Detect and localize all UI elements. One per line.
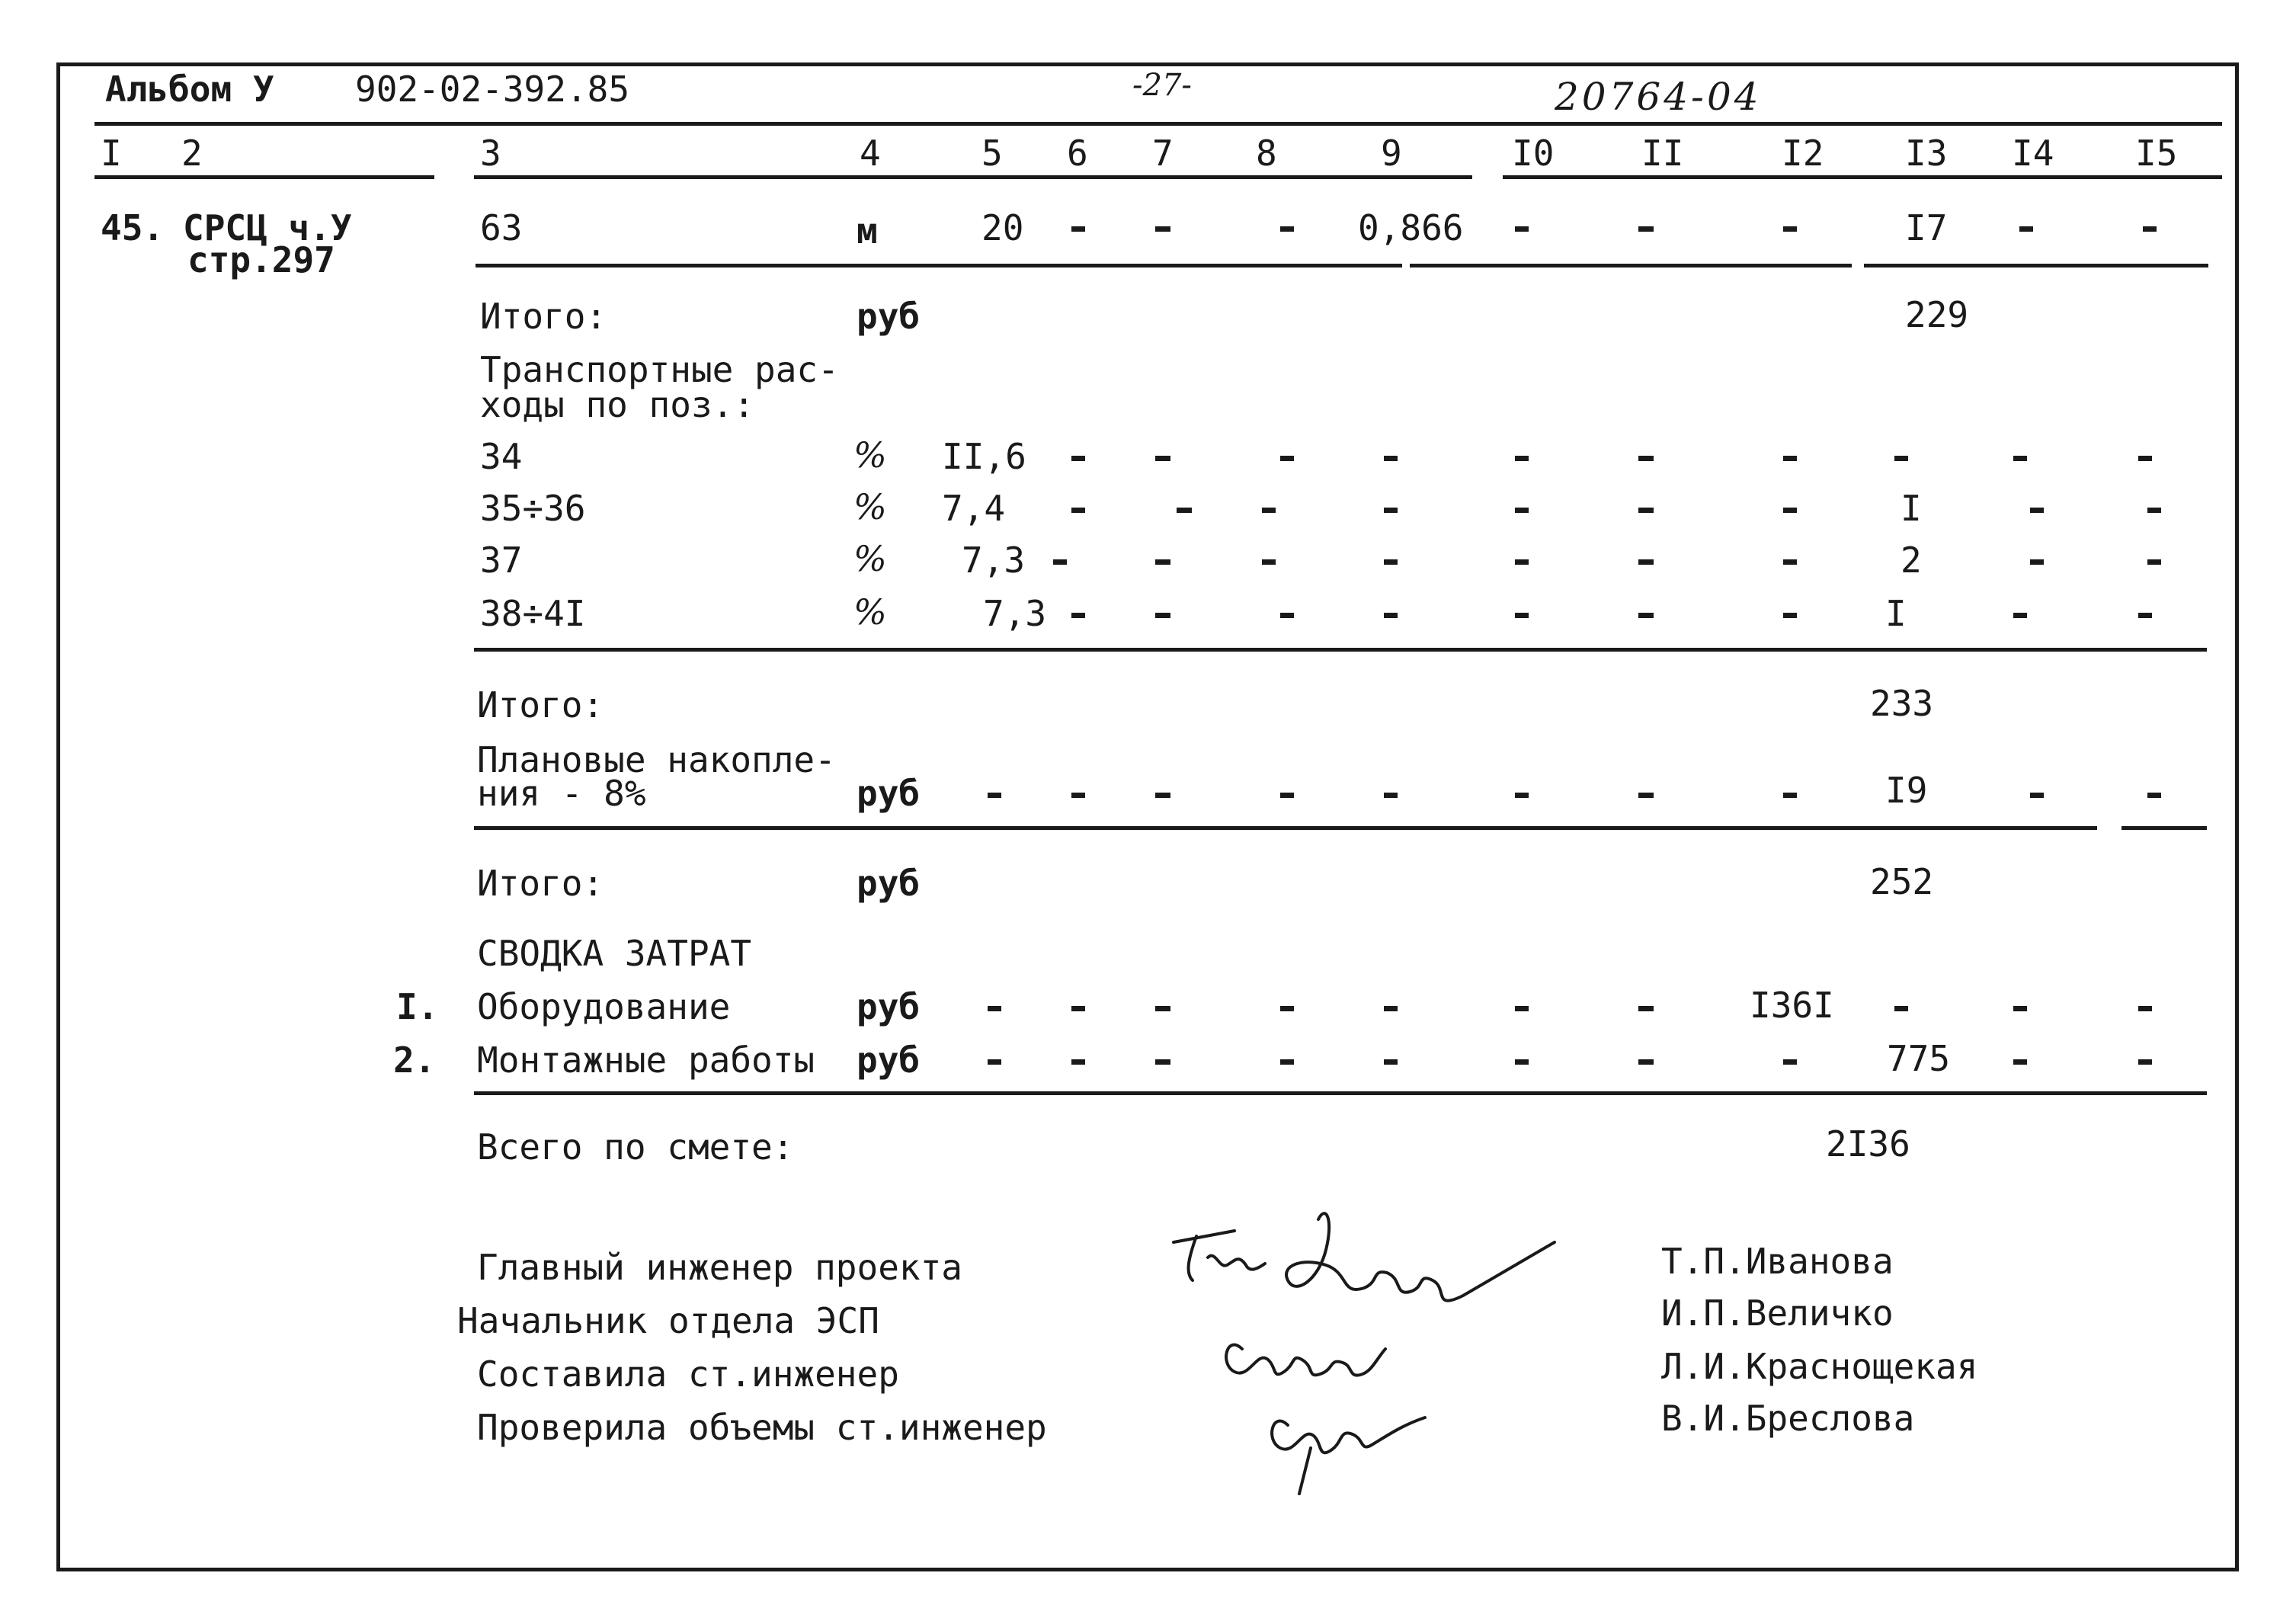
dash (1783, 226, 1797, 232)
signatory-name: Л.И.Краснощекая (1661, 1346, 1978, 1387)
summary-row-value: I36I (1750, 985, 1834, 1026)
dash (1515, 1006, 1529, 1011)
subtotal3-label: Итого: (477, 863, 604, 904)
transport-label-line1: Транспортные рас- (480, 349, 839, 390)
page-number: -27- (1132, 68, 1192, 103)
summary-title: СВОДКА ЗАТРАТ (477, 933, 752, 974)
dash (1071, 793, 1085, 798)
summary-row-unit: руб (857, 986, 921, 1027)
dash (2147, 559, 2161, 565)
transport-value: I (1901, 488, 1922, 529)
subtotal1-value: 229 (1905, 294, 1969, 335)
signature-role: Начальник отдела ЭСП (457, 1300, 879, 1341)
signature-compiler (1226, 1344, 1385, 1375)
dash (1515, 456, 1529, 461)
dash (1262, 559, 1276, 565)
col-header-12: I2 (1782, 133, 1824, 174)
item-rule-2 (1410, 264, 1852, 267)
dash (988, 1006, 1001, 1011)
subtotal1-label: Итого: (480, 296, 607, 337)
item-rule-1 (476, 264, 1402, 267)
transport-rate: II,6 (942, 436, 1026, 477)
dash (1638, 1059, 1654, 1065)
item-rule-3 (1864, 264, 2208, 267)
dash (2147, 793, 2161, 798)
dash (1894, 456, 1908, 461)
dash (1177, 508, 1192, 513)
dash (1384, 613, 1398, 618)
dash (1515, 1059, 1529, 1065)
dash (2030, 508, 2044, 513)
col-header-15: I5 (2135, 133, 2178, 174)
summary-row-label: Оборудование (477, 986, 731, 1027)
inventory-number: 20764-04 (1555, 75, 1762, 119)
signature-checker (1272, 1418, 1425, 1494)
dash (2138, 1059, 2152, 1065)
dash (1071, 508, 1085, 513)
summary-row-label: Монтажные работы (477, 1040, 815, 1081)
dash (1053, 559, 1067, 565)
dash (1384, 508, 1398, 513)
transport-pos: 38÷4I (480, 593, 586, 634)
signature-department-head (1286, 1213, 1555, 1301)
signature-role: Составила ст.инженер (477, 1354, 899, 1395)
dash (2019, 226, 2033, 232)
dash (2030, 793, 2044, 798)
dash (1638, 559, 1654, 565)
transport-value: I (1885, 593, 1907, 634)
percent-sign: % (853, 538, 887, 579)
subtotal3-value: 252 (1870, 861, 1934, 902)
planned-label-line1: Плановые накопле- (477, 739, 836, 780)
summary-row-value: 775 (1887, 1038, 1951, 1079)
dash (1262, 508, 1276, 513)
dash (1071, 456, 1085, 461)
dash (1384, 793, 1398, 798)
percent-sign: % (853, 434, 887, 476)
dash (1155, 559, 1170, 565)
dash (1638, 793, 1654, 798)
summary-row-unit: руб (857, 1040, 921, 1081)
transport-pos: 34 (480, 436, 523, 477)
dash (1384, 456, 1398, 461)
grand-total-value: 2I36 (1826, 1123, 1910, 1164)
dash (1638, 456, 1654, 461)
dash (1783, 613, 1797, 618)
grand-total-label: Всего по смете: (477, 1126, 794, 1168)
dash (1071, 613, 1085, 618)
dash (2013, 1059, 2027, 1065)
dash (1783, 1059, 1797, 1065)
planned-label-line2: ния - 8% (477, 773, 646, 814)
dash (1384, 1006, 1398, 1011)
item-source-line2: стр.297 (187, 239, 335, 280)
dash (2147, 508, 2161, 513)
dash (1384, 1059, 1398, 1065)
dash (2143, 226, 2157, 232)
signatory-name: И.П.Величко (1661, 1293, 1894, 1334)
handwritten-signatures (1143, 1197, 1570, 1501)
column-rule-3 (1503, 175, 2222, 179)
col-header-3: 3 (480, 133, 501, 174)
col-header-13: I3 (1905, 133, 1948, 174)
subtotal2-label: Итого: (477, 684, 604, 726)
dash (2030, 559, 2044, 565)
dash (1515, 793, 1529, 798)
dash (1783, 508, 1797, 513)
dash (1155, 1006, 1170, 1011)
header-rule (94, 122, 2222, 126)
col-header-7: 7 (1152, 133, 1174, 174)
dash (1894, 1006, 1908, 1011)
col-header-9: 9 (1381, 133, 1402, 174)
dash (1155, 226, 1170, 232)
col-header-1: I (101, 133, 122, 174)
col-header-6: 6 (1067, 133, 1088, 174)
signature-role: Главный инженер проекта (477, 1247, 962, 1288)
item-col5: 20 (981, 207, 1024, 248)
subtotal1-unit: руб (857, 296, 921, 337)
dash (1783, 559, 1797, 565)
dash (1155, 793, 1170, 798)
dash (1280, 793, 1294, 798)
dash (1783, 793, 1797, 798)
dash (1280, 226, 1294, 232)
col-header-8: 8 (1256, 133, 1277, 174)
album-label: Альбом У (105, 69, 274, 110)
subtotal2-value: 233 (1870, 683, 1934, 724)
dash (1071, 1006, 1085, 1011)
item-source-line1: СРСЦ ч.У (183, 207, 352, 248)
item-col13: I7 (1905, 207, 1948, 248)
signatory-name: Т.П.Иванова (1661, 1241, 1894, 1282)
dash (1071, 1059, 1085, 1065)
dash (1638, 226, 1654, 232)
dash (1638, 1006, 1654, 1011)
dash (1384, 559, 1398, 565)
col-header-10: I0 (1512, 133, 1555, 174)
transport-label-line2: ходы по поз.: (480, 384, 755, 425)
col-header-14: I4 (2012, 133, 2054, 174)
dash (1155, 456, 1170, 461)
transport-value: 2 (1901, 540, 1922, 581)
summary-rule (474, 1091, 2207, 1095)
dash (1155, 1059, 1170, 1065)
item-col9: 0,866 (1358, 207, 1464, 248)
dash (2013, 456, 2027, 461)
dash (1515, 226, 1529, 232)
project-code: 902-02-392.85 (355, 69, 630, 110)
dash (2013, 613, 2027, 618)
dash (2138, 613, 2152, 618)
dash (988, 793, 1001, 798)
col-header-4: 4 (860, 133, 881, 174)
col-header-5: 5 (981, 133, 1003, 174)
transport-rule (474, 648, 2207, 652)
percent-sign: % (853, 591, 887, 633)
transport-pos: 35÷36 (480, 488, 586, 529)
col-header-2: 2 (181, 133, 203, 174)
percent-sign: % (853, 486, 887, 527)
dash (1515, 559, 1529, 565)
planned-unit: руб (857, 773, 921, 814)
dash (1280, 456, 1294, 461)
transport-pos: 37 (480, 540, 523, 581)
item-quantity: 63 (480, 207, 523, 248)
transport-rate: 7,3 (983, 593, 1047, 634)
dash (1783, 456, 1797, 461)
dash (1071, 226, 1085, 232)
item-number: 45. (101, 207, 165, 248)
column-rule-2 (474, 175, 1472, 179)
dash (1155, 613, 1170, 618)
column-rule-1 (94, 175, 434, 179)
dash (2138, 456, 2152, 461)
planned-rule-1 (474, 826, 2097, 830)
summary-row-number: 2. (393, 1040, 436, 1081)
dash (1515, 508, 1529, 513)
dash (2013, 1006, 2027, 1011)
planned-value: I9 (1885, 770, 1928, 811)
dash (2138, 1006, 2152, 1011)
summary-row-number: I. (396, 986, 439, 1027)
dash (988, 1059, 1001, 1065)
dash (1280, 613, 1294, 618)
signature-chief-engineer (1174, 1231, 1265, 1280)
subtotal3-unit: руб (857, 863, 921, 904)
signature-role: Проверила объемы ст.инженер (477, 1407, 1047, 1448)
transport-rate: 7,3 (962, 540, 1026, 581)
dash (1515, 613, 1529, 618)
col-header-11: II (1641, 133, 1684, 174)
planned-rule-2 (2121, 826, 2207, 830)
dash (1280, 1006, 1294, 1011)
dash (1638, 613, 1654, 618)
dash (1280, 1059, 1294, 1065)
signatory-name: В.И.Бреслова (1661, 1398, 1915, 1439)
item-unit: м (857, 210, 878, 251)
dash (1638, 508, 1654, 513)
transport-rate: 7,4 (942, 488, 1006, 529)
